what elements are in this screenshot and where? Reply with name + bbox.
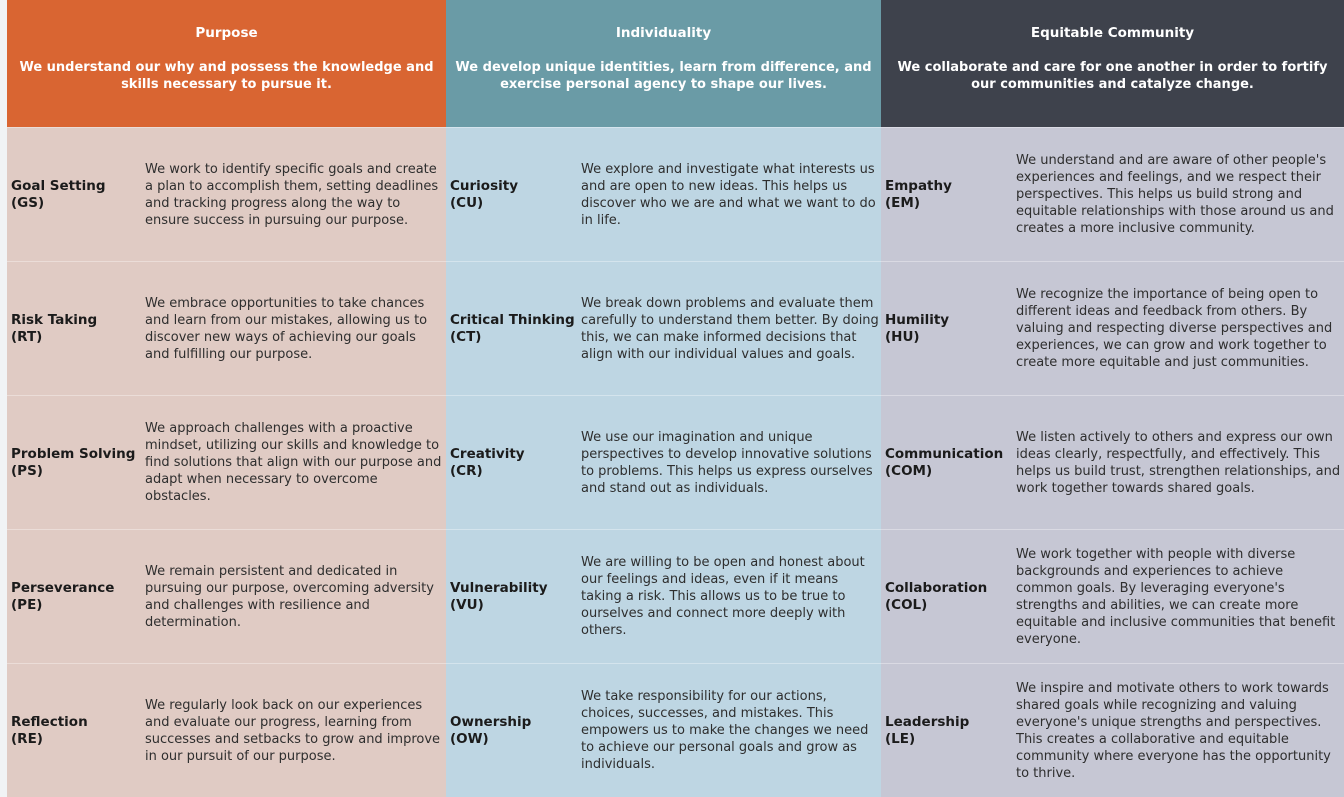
skill-description: We inspire and motivate others to work towards shared goals while recognizing and valuing everyone's unique strengths and perspectives. This creates a collaborative and equitable community where everyone has the opportunity to thrive. <box>1016 680 1331 781</box>
skill-name: Collaboration (COL) <box>885 579 988 613</box>
cell-curiosity[interactable] <box>446 127 881 261</box>
skill-name: Humility (HU) <box>885 311 950 345</box>
skill-name: Vulnerability (VU) <box>450 579 548 613</box>
skill-description: We work together with people with diverse backgrounds and experiences to achieve common goals. By leveraging everyone's strengths and abilities, we can create more equitable and inclusive communities that benefit everyone. <box>1016 546 1336 647</box>
skill-description: We listen actively to others and express our own ideas clearly, respectfully, and effectively. This helps us build trust, strengthen relationships, and work together towards shared goals. <box>1016 429 1341 496</box>
skill-name: Problem Solving (PS) <box>11 445 136 479</box>
cell-reflection[interactable] <box>7 663 446 797</box>
skill-name: Curiosity (CU) <box>450 177 518 211</box>
skill-description: We take responsibility for our actions, choices, successes, and mistakes. This empowers us to make the changes we need to achieve our personal goals and grow as individuals. <box>581 689 869 772</box>
cell-risk-taking[interactable] <box>7 261 446 395</box>
header-title: Purpose <box>195 25 258 41</box>
skill-description: We are willing to be open and honest about our feelings and ideas, even if it means taking a risk. This allows us to be true to ourselves and connect more deeply with others. <box>581 555 865 638</box>
header-title: Equitable Community <box>1030 25 1195 41</box>
skill-name: Goal Setting (GS) <box>11 177 106 211</box>
skill-description: We approach challenges with a proactive mindset, utilizing our skills and knowledge to find solutions that align with our purpose and adapt when necessary to overcome obstacles. <box>145 421 442 504</box>
skill-name: Leadership (LE) <box>885 713 970 747</box>
header-purpose[interactable] <box>7 0 446 127</box>
cell-collaboration[interactable] <box>881 529 1344 663</box>
cell-creativity[interactable] <box>446 395 881 529</box>
header-description: We understand our why and possess the knowledge and skills necessary to pursue it. <box>19 60 434 92</box>
skill-name: Empathy (EM) <box>885 177 952 211</box>
cell-communication[interactable] <box>881 395 1344 529</box>
skill-name: Communication (COM) <box>885 445 1004 479</box>
skill-name: Reflection (RE) <box>11 713 88 747</box>
header-title: Individuality <box>615 25 712 41</box>
cell-empathy[interactable] <box>881 127 1344 261</box>
skill-description: We understand and are aware of other people's experiences and feelings, and we respect their perspectives. This helps us build strong and equitable relationships with those around us and creates a more inclusive community. <box>1016 153 1334 236</box>
skill-name: Risk Taking (RT) <box>11 311 98 345</box>
header-description: We develop unique identities, learn from difference, and exercise personal agency to shape our lives. <box>455 60 872 92</box>
cell-vulnerability[interactable] <box>446 529 881 663</box>
header-description: We collaborate and care for one another in order to fortify our communities and catalyze change. <box>897 60 1328 92</box>
competency-table <box>7 0 1344 797</box>
skill-description: We explore and investigate what interests us and are open to new ideas. This helps us discover who we are and what we want to do in life. <box>581 161 876 228</box>
cell-leadership[interactable] <box>881 663 1344 797</box>
header-equitable-community[interactable] <box>881 0 1344 127</box>
skill-name: Perseverance (PE) <box>11 579 115 613</box>
skill-description: We recognize the importance of being open to different ideas and feedback from others. By valuing and respecting diverse perspectives and experiences, we can grow and work together to create more equitable and just communities. <box>1016 287 1333 370</box>
skill-description: We work to identify specific goals and create a plan to accomplish them, setting deadlines and tracking progress along the way to ensure success in pursuing our purpose. <box>145 161 439 228</box>
cell-ownership[interactable] <box>446 663 881 797</box>
skill-name: Creativity (CR) <box>450 445 525 479</box>
skill-description: We break down problems and evaluate them carefully to understand them better. By doing this, we can make informed decisions that align with our individual values and goals. <box>581 295 879 362</box>
header-individuality[interactable] <box>446 0 881 127</box>
skill-name: Critical Thinking (CT) <box>450 311 575 345</box>
skill-description: We remain persistent and dedicated in pursuing our purpose, overcoming adversity and challenges with resilience and determination. <box>145 563 434 630</box>
skill-description: We use our imagination and unique perspectives to develop innovative solutions to problems. This helps us express ourselves and stand out as individuals. <box>581 429 873 496</box>
cell-critical-thinking[interactable] <box>446 261 881 395</box>
cell-goal-setting[interactable] <box>7 127 446 261</box>
skill-name: Ownership (OW) <box>450 713 532 747</box>
cell-humility[interactable] <box>881 261 1344 395</box>
skill-description: We embrace opportunities to take chances and learn from our mistakes, allowing us to discover new ways of achieving our goals and fulfilling our purpose. <box>145 295 428 362</box>
cell-problem-solving[interactable] <box>7 395 446 529</box>
cell-perseverance[interactable] <box>7 529 446 663</box>
skill-description: We regularly look back on our experiences and evaluate our progress, learning from successes and setbacks to grow and improve in our pursuit of our purpose. <box>145 697 441 764</box>
